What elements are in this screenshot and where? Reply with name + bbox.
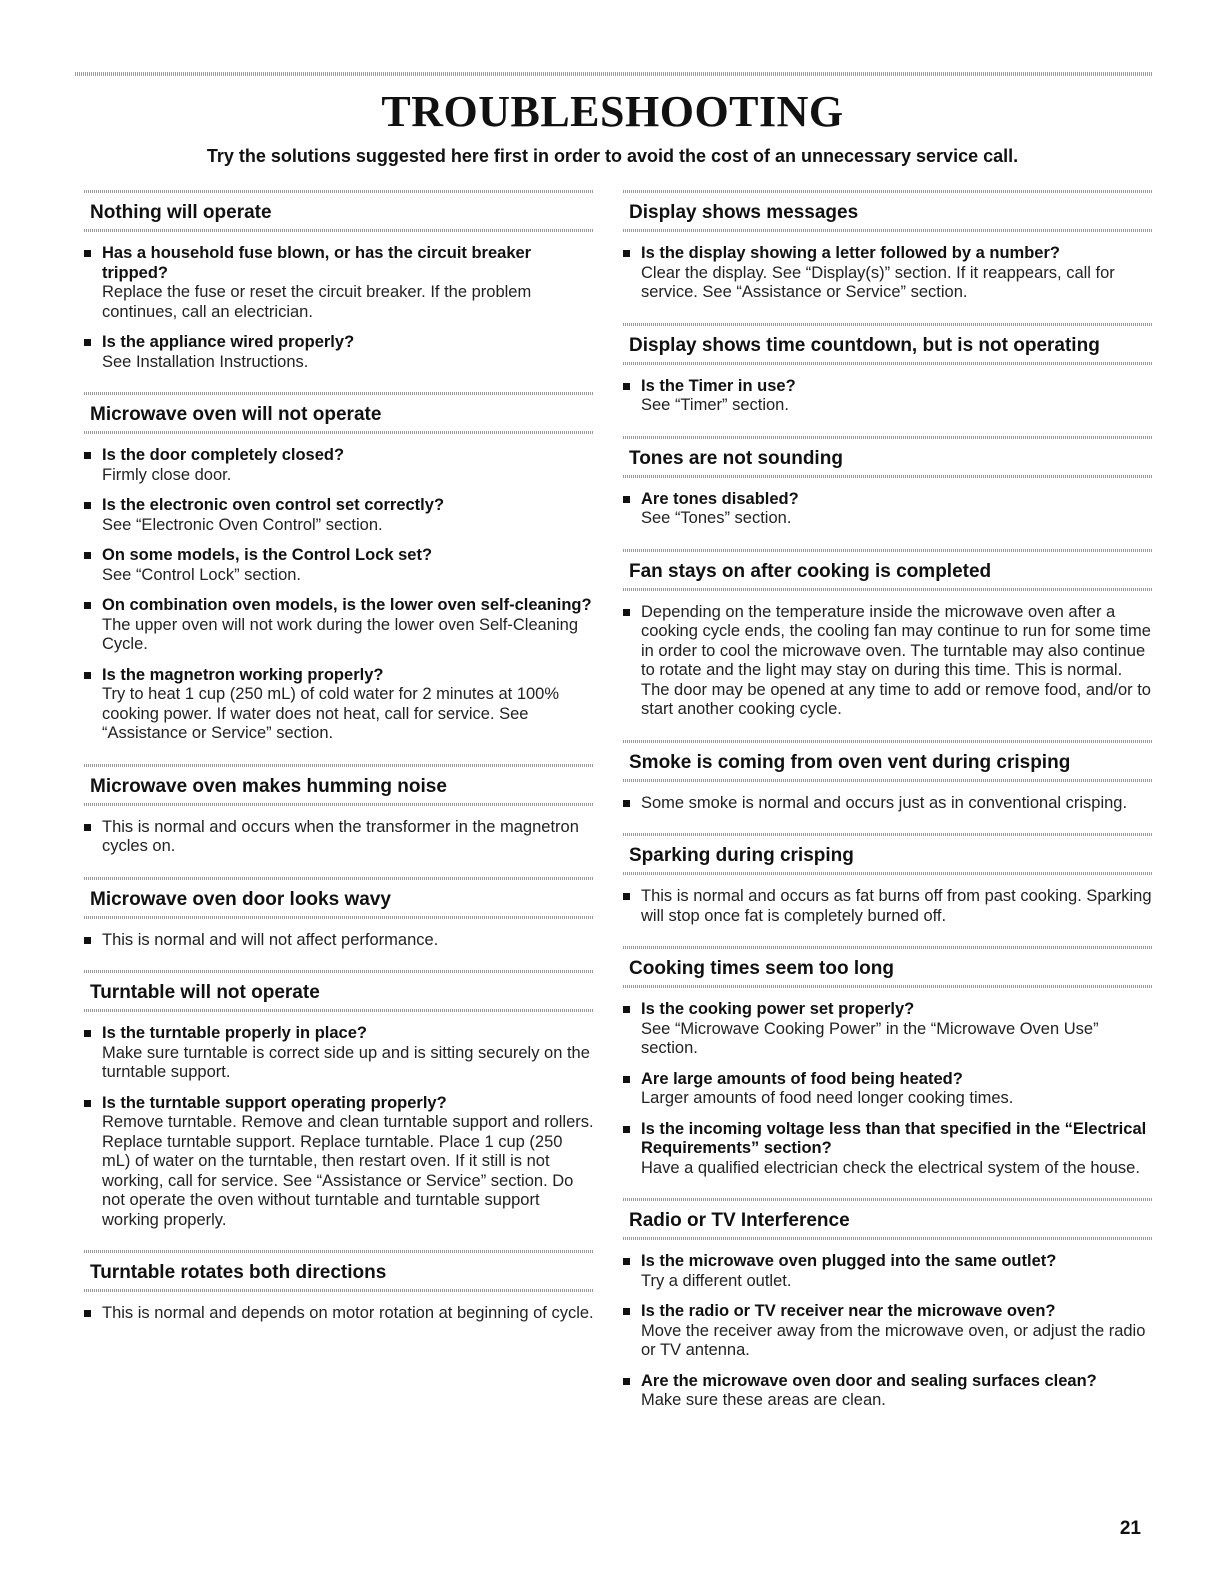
question-text: Is the turntable properly in place? [102,1024,367,1042]
question-text: Is the door completely closed? [102,446,345,464]
square-bullet-icon [623,893,630,900]
answer-text: Make sure these areas are clean. [641,1391,886,1409]
answer-text: Larger amounts of food need longer cooking times. [641,1089,1014,1107]
solution-list [84,446,594,744]
question-text: Are tones disabled? [641,489,799,508]
solution-list [84,1304,594,1324]
square-bullet-icon [84,250,91,257]
answer-text: The upper oven will not work during the lower oven Self-Cleaning Cycle. [102,615,579,653]
answer-text: See “Timer” section. [641,396,789,414]
answer-text: Move the receiver away from the microwave oven, or adjust the radio or TV antenna. [641,1321,1146,1359]
list-item [84,931,594,951]
section-heading: Display shows messages [623,188,1153,232]
list-item [84,818,594,857]
list-item [84,1304,594,1324]
question-text: Are large amounts of food being heated? [641,1069,963,1088]
question-text: Is the radio or TV receiver near the microwave oven? [641,1302,1056,1320]
solution-list [84,931,594,951]
troubleshooting-section [84,968,594,1230]
section-heading: Cooking times seem too long [623,944,1153,988]
top-rule [75,72,1153,76]
answer-text: Firmly close door. [102,465,232,484]
question-text: Has a household fuse blown, or has the circuit breaker tripped? [102,244,532,282]
square-bullet-icon [623,496,630,503]
list-item [623,1302,1153,1361]
square-bullet-icon [84,452,91,459]
answer-text: Some smoke is normal and occurs just as in conventional crisping. [641,793,1128,812]
list-item [84,333,594,372]
section-heading: Microwave oven door looks wavy [84,875,594,919]
square-bullet-icon [84,602,91,609]
section-heading: Sparking during crisping [623,831,1153,875]
troubleshooting-section [84,875,594,951]
page-number: 21 [1119,1518,1141,1539]
list-item [84,1094,594,1231]
troubleshooting-section [623,1196,1153,1411]
list-item [623,887,1153,926]
solution-list [623,887,1153,926]
answer-text: See “Electronic Oven Control” section. [102,515,383,534]
answer-text: Try to heat 1 cup (250 mL) of cold water for 2 minutes at 100% cooking power. If water does not heat, call for service. See “Assistance or Service” section. [102,685,560,742]
answer-text: Try a different outlet. [641,1271,792,1290]
answer-text: Clear the display. See “Display(s)” section. If it reappears, call for service. See “Assistance or Service” section. [641,263,1115,301]
troubleshooting-section [84,762,594,857]
square-bullet-icon [623,250,630,257]
troubleshooting-section [623,738,1153,814]
list-item [84,244,594,322]
square-bullet-icon [623,609,630,616]
square-bullet-icon [623,1258,630,1265]
section-heading: Microwave oven makes humming noise [84,762,594,806]
list-item [623,1070,1153,1109]
square-bullet-icon [623,1006,630,1013]
troubleshooting-section [84,188,594,372]
answer-text: This is normal and depends on motor rotation at beginning of cycle. [102,1304,594,1322]
question-text: Is the appliance wired properly? [102,333,355,351]
troubleshooting-section [623,944,1153,1178]
page-subtitle: Try the solutions suggested here first in order to avoid the cost of an unnecessary service call. [206,146,1019,166]
list-item [623,794,1153,814]
square-bullet-icon [84,1310,91,1317]
section-heading: Fan stays on after cooking is completed [623,547,1153,591]
section-heading: Radio or TV Interference [623,1196,1153,1240]
square-bullet-icon [84,1100,91,1107]
square-bullet-icon [623,1076,630,1083]
section-heading: Nothing will operate [84,188,594,232]
question-text: On some models, is the Control Lock set? [102,546,433,564]
section-heading: Tones are not sounding [623,434,1153,478]
answer-text: Make sure turntable is correct side up and is sitting securely on the turntable support. [102,1043,590,1081]
list-item [84,546,594,585]
solution-list [623,794,1153,814]
left-column [84,188,594,1342]
square-bullet-icon [84,552,91,559]
answer-text: See “Control Lock” section. [102,565,302,584]
list-item [84,446,594,485]
page-title: TROUBLESHOOTING [381,87,844,136]
answer-text: See “Tones” section. [641,509,792,527]
section-heading: Turntable will not operate [84,968,594,1012]
question-text: On combination oven models, is the lower oven self-cleaning? [102,596,592,614]
square-bullet-icon [84,339,91,346]
question-text: Is the Timer in use? [641,376,796,395]
solution-list [623,490,1153,529]
list-item [623,1000,1153,1059]
section-heading: Smoke is coming from oven vent during crisping [623,738,1153,782]
troubleshooting-section [623,188,1153,303]
square-bullet-icon [84,1030,91,1037]
list-item [84,666,594,744]
answer-text: This is normal and occurs as fat burns off from past cooking. Sparking will stop once fat is completely burned off. [641,887,1152,925]
solution-list [84,244,594,372]
solution-list [623,377,1153,416]
question-text: Is the display showing a letter followed by a number? [641,244,1060,262]
question-text: Is the microwave oven plugged into the same outlet? [641,1252,1057,1270]
troubleshooting-section [623,547,1153,720]
square-bullet-icon [623,1126,630,1133]
square-bullet-icon [623,383,630,390]
list-item [84,1024,594,1083]
answer-text: See Installation Instructions. [102,352,309,371]
list-item [623,603,1153,720]
right-column [623,188,1153,1429]
answer-text: Replace the fuse or reset the circuit breaker. If the problem continues, call an electrician. [102,283,532,321]
troubleshooting-section [623,831,1153,926]
question-text: Is the turntable support operating properly? [102,1093,447,1112]
square-bullet-icon [84,672,91,679]
answer-text: This is normal and will not affect performance. [102,930,439,949]
answer-text: This is normal and occurs when the transformer in the magnetron cycles on. [102,817,579,855]
solution-list [623,1252,1153,1411]
square-bullet-icon [623,800,630,807]
list-item [84,496,594,535]
section-heading: Microwave oven will not operate [84,390,594,434]
square-bullet-icon [623,1308,630,1315]
list-item [623,377,1153,416]
answer-text: See “Microwave Cooking Power” in the “Microwave Oven Use” section. [641,1019,1099,1057]
troubleshooting-section [84,390,594,744]
solution-list [623,603,1153,720]
square-bullet-icon [84,937,91,944]
question-text: Is the magnetron working properly? [102,665,384,684]
square-bullet-icon [84,502,91,509]
question-text: Is the incoming voltage less than that specified in the “Electrical Requirements” section? [641,1119,1147,1157]
answer-text: Depending on the temperature inside the microwave oven after a cooking cycle ends, the cooling fan may continue to run for some time in order to cool the microwave oven. The turntable may also continue to rotate and the light may stay on during this time. This is normal. The door may be opened at any time to add or remove food, and/or to start another cooking cycle. [641,602,1151,718]
question-text: Is the cooking power set properly? [641,1000,915,1018]
list-item [623,244,1153,303]
section-heading: Turntable rotates both directions [84,1248,594,1292]
troubleshooting-section [84,1248,594,1324]
question-text: Is the electronic oven control set correctly? [102,496,445,514]
section-heading: Display shows time countdown, but is not operating [623,321,1153,365]
square-bullet-icon [623,1378,630,1385]
list-item [623,1252,1153,1291]
solution-list [623,244,1153,303]
list-item [623,1120,1153,1179]
solution-list [84,1024,594,1230]
troubleshooting-section [623,321,1153,416]
square-bullet-icon [84,824,91,831]
list-item [84,596,594,655]
list-item [623,490,1153,529]
list-item [623,1372,1153,1411]
question-text: Are the microwave oven door and sealing surfaces clean? [641,1371,1097,1390]
solution-list [623,1000,1153,1178]
answer-text: Have a qualified electrician check the electrical system of the house. [641,1158,1140,1177]
troubleshooting-section [623,434,1153,529]
answer-text: Remove turntable. Remove and clean turntable support and rollers. Replace turntable support. Replace turntable. Place 1 cup (250 mL) of water on the turntable, then restart oven. If it still is not working, call for service. See “Assistance or Service” section. Do not operate the oven without turntable and turntable support working properly. [102,1113,594,1229]
solution-list [84,818,594,857]
